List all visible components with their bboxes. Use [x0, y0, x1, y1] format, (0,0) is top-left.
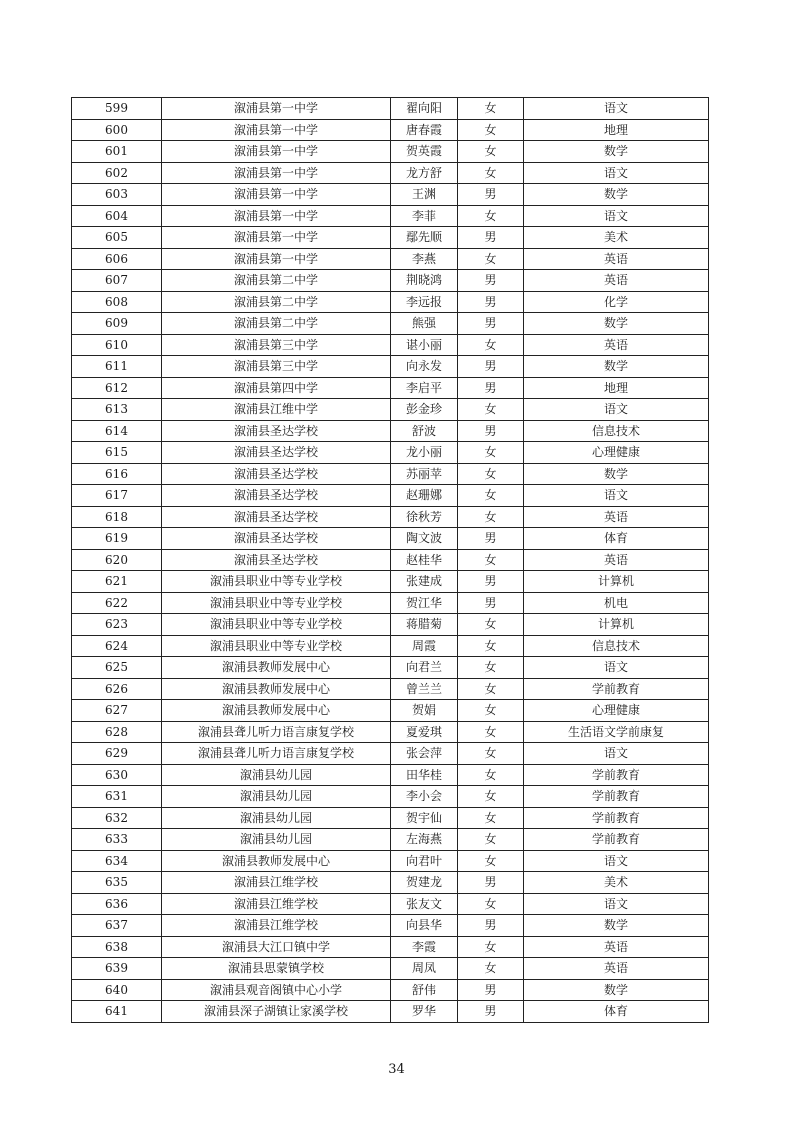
cell-name: 鄢先顺 [391, 227, 458, 249]
table-row [72, 442, 709, 464]
cell-gender: 女 [458, 786, 524, 808]
cell-gender: 男 [458, 291, 524, 313]
cell-school: 溆浦县幼儿园 [162, 829, 391, 851]
table-row [72, 936, 709, 958]
cell-gender: 男 [458, 270, 524, 292]
table-row [72, 313, 709, 335]
cell-gender: 女 [458, 399, 524, 421]
table-row [72, 420, 709, 442]
cell-gender: 女 [458, 829, 524, 851]
cell-school: 溆浦县第一中学 [162, 205, 391, 227]
roster-table [71, 97, 709, 1023]
cell-school: 溆浦县第一中学 [162, 227, 391, 249]
cell-serial-number: 639 [72, 958, 162, 980]
cell-name: 曾兰兰 [391, 678, 458, 700]
cell-serial-number: 624 [72, 635, 162, 657]
cell-subject: 地理 [524, 377, 709, 399]
cell-subject: 语文 [524, 205, 709, 227]
cell-name: 向永发 [391, 356, 458, 378]
cell-subject: 数学 [524, 463, 709, 485]
cell-name: 龙小丽 [391, 442, 458, 464]
cell-gender: 女 [458, 764, 524, 786]
cell-subject: 数学 [524, 313, 709, 335]
cell-gender: 女 [458, 162, 524, 184]
table-row [72, 377, 709, 399]
cell-subject: 英语 [524, 506, 709, 528]
cell-subject: 学前教育 [524, 807, 709, 829]
cell-school: 溆浦县圣达学校 [162, 463, 391, 485]
table-row [72, 764, 709, 786]
table-row [72, 786, 709, 808]
cell-serial-number: 600 [72, 119, 162, 141]
cell-serial-number: 607 [72, 270, 162, 292]
cell-school: 溆浦县江维学校 [162, 893, 391, 915]
cell-name: 贺娟 [391, 700, 458, 722]
cell-serial-number: 620 [72, 549, 162, 571]
cell-serial-number: 629 [72, 743, 162, 765]
cell-name: 赵桂华 [391, 549, 458, 571]
cell-name: 舒波 [391, 420, 458, 442]
cell-school: 溆浦县圣达学校 [162, 442, 391, 464]
cell-school: 溆浦县江维学校 [162, 915, 391, 937]
cell-school: 溆浦县第二中学 [162, 291, 391, 313]
cell-serial-number: 611 [72, 356, 162, 378]
table-row [72, 141, 709, 163]
cell-serial-number: 631 [72, 786, 162, 808]
cell-gender: 女 [458, 205, 524, 227]
cell-subject: 机电 [524, 592, 709, 614]
cell-serial-number: 633 [72, 829, 162, 851]
table-row [72, 614, 709, 636]
cell-serial-number: 613 [72, 399, 162, 421]
cell-name: 贺英霞 [391, 141, 458, 163]
cell-subject: 生活语文学前康复 [524, 721, 709, 743]
cell-serial-number: 606 [72, 248, 162, 270]
cell-gender: 女 [458, 635, 524, 657]
table-row [72, 1001, 709, 1023]
cell-name: 周凤 [391, 958, 458, 980]
cell-subject: 学前教育 [524, 786, 709, 808]
cell-serial-number: 602 [72, 162, 162, 184]
table-row [72, 463, 709, 485]
table-row [72, 592, 709, 614]
cell-subject: 学前教育 [524, 829, 709, 851]
table-row [72, 485, 709, 507]
cell-serial-number: 635 [72, 872, 162, 894]
cell-serial-number: 626 [72, 678, 162, 700]
cell-gender: 女 [458, 936, 524, 958]
table-row [72, 248, 709, 270]
cell-school: 溆浦县幼儿园 [162, 764, 391, 786]
cell-name: 罗华 [391, 1001, 458, 1023]
cell-gender: 女 [458, 442, 524, 464]
cell-gender: 女 [458, 463, 524, 485]
cell-gender: 女 [458, 678, 524, 700]
cell-name: 向县华 [391, 915, 458, 937]
cell-gender: 男 [458, 571, 524, 593]
cell-school: 溆浦县第二中学 [162, 270, 391, 292]
cell-serial-number: 603 [72, 184, 162, 206]
cell-gender: 女 [458, 506, 524, 528]
cell-name: 张会萍 [391, 743, 458, 765]
cell-subject: 计算机 [524, 614, 709, 636]
cell-gender: 男 [458, 356, 524, 378]
cell-school: 溆浦县思蒙镇学校 [162, 958, 391, 980]
table-row [72, 356, 709, 378]
table-row [72, 678, 709, 700]
cell-school: 溆浦县第一中学 [162, 162, 391, 184]
table-row [72, 399, 709, 421]
cell-school: 溆浦县第一中学 [162, 141, 391, 163]
cell-subject: 英语 [524, 958, 709, 980]
cell-gender: 女 [458, 119, 524, 141]
cell-gender: 女 [458, 614, 524, 636]
cell-gender: 女 [458, 657, 524, 679]
table-row [72, 98, 709, 120]
cell-subject: 化学 [524, 291, 709, 313]
cell-name: 荆晓鸿 [391, 270, 458, 292]
cell-name: 贺江华 [391, 592, 458, 614]
cell-gender: 女 [458, 700, 524, 722]
table-row [72, 850, 709, 872]
cell-name: 龙方舒 [391, 162, 458, 184]
cell-serial-number: 615 [72, 442, 162, 464]
cell-gender: 女 [458, 141, 524, 163]
cell-subject: 信息技术 [524, 635, 709, 657]
cell-gender: 女 [458, 958, 524, 980]
cell-serial-number: 614 [72, 420, 162, 442]
cell-name: 向君兰 [391, 657, 458, 679]
table-row [72, 872, 709, 894]
cell-subject: 语文 [524, 893, 709, 915]
cell-gender: 女 [458, 248, 524, 270]
cell-subject: 数学 [524, 915, 709, 937]
cell-serial-number: 609 [72, 313, 162, 335]
cell-subject: 英语 [524, 248, 709, 270]
cell-serial-number: 640 [72, 979, 162, 1001]
cell-school: 溆浦县第一中学 [162, 184, 391, 206]
cell-name: 舒伟 [391, 979, 458, 1001]
cell-school: 溆浦县第一中学 [162, 98, 391, 120]
cell-school: 溆浦县深子湖镇让家溪学校 [162, 1001, 391, 1023]
table-row [72, 657, 709, 679]
cell-school: 溆浦县圣达学校 [162, 420, 391, 442]
cell-name: 李霞 [391, 936, 458, 958]
cell-name: 陶文波 [391, 528, 458, 550]
cell-subject: 数学 [524, 184, 709, 206]
cell-school: 溆浦县圣达学校 [162, 506, 391, 528]
cell-serial-number: 622 [72, 592, 162, 614]
cell-subject: 语文 [524, 399, 709, 421]
cell-subject: 计算机 [524, 571, 709, 593]
cell-serial-number: 610 [72, 334, 162, 356]
cell-gender: 男 [458, 592, 524, 614]
cell-serial-number: 617 [72, 485, 162, 507]
cell-school: 溆浦县教师发展中心 [162, 657, 391, 679]
cell-school: 溆浦县大江口镇中学 [162, 936, 391, 958]
table-row [72, 807, 709, 829]
cell-subject: 语文 [524, 850, 709, 872]
cell-name: 周霞 [391, 635, 458, 657]
cell-school: 溆浦县观音阁镇中心小学 [162, 979, 391, 1001]
table-row [72, 528, 709, 550]
cell-subject: 心理健康 [524, 442, 709, 464]
cell-serial-number: 599 [72, 98, 162, 120]
cell-subject: 语文 [524, 162, 709, 184]
cell-gender: 男 [458, 872, 524, 894]
cell-name: 王渊 [391, 184, 458, 206]
cell-school: 溆浦县第一中学 [162, 119, 391, 141]
cell-name: 彭金珍 [391, 399, 458, 421]
cell-school: 溆浦县圣达学校 [162, 485, 391, 507]
cell-school: 溆浦县幼儿园 [162, 786, 391, 808]
cell-gender: 男 [458, 377, 524, 399]
cell-gender: 女 [458, 807, 524, 829]
table-row [72, 635, 709, 657]
table-row [72, 829, 709, 851]
cell-serial-number: 634 [72, 850, 162, 872]
cell-name: 张友文 [391, 893, 458, 915]
table-row [72, 743, 709, 765]
cell-school: 溆浦县教师发展中心 [162, 678, 391, 700]
cell-subject: 体育 [524, 528, 709, 550]
cell-subject: 英语 [524, 270, 709, 292]
cell-subject: 语文 [524, 98, 709, 120]
cell-school: 溆浦县聋儿听力语言康复学校 [162, 743, 391, 765]
cell-subject: 美术 [524, 227, 709, 249]
cell-subject: 英语 [524, 549, 709, 571]
cell-school: 溆浦县第三中学 [162, 334, 391, 356]
cell-subject: 美术 [524, 872, 709, 894]
cell-school: 溆浦县聋儿听力语言康复学校 [162, 721, 391, 743]
cell-name: 田华桂 [391, 764, 458, 786]
cell-school: 溆浦县职业中等专业学校 [162, 592, 391, 614]
table-row [72, 162, 709, 184]
table-row [72, 205, 709, 227]
table-row [72, 270, 709, 292]
cell-serial-number: 628 [72, 721, 162, 743]
table-row [72, 227, 709, 249]
cell-name: 李菲 [391, 205, 458, 227]
cell-name: 左海燕 [391, 829, 458, 851]
cell-name: 蒋腊菊 [391, 614, 458, 636]
cell-name: 张建成 [391, 571, 458, 593]
cell-school: 溆浦县教师发展中心 [162, 700, 391, 722]
cell-school: 溆浦县职业中等专业学校 [162, 571, 391, 593]
cell-name: 李小会 [391, 786, 458, 808]
cell-subject: 地理 [524, 119, 709, 141]
cell-school: 溆浦县第一中学 [162, 248, 391, 270]
cell-serial-number: 623 [72, 614, 162, 636]
cell-name: 李启平 [391, 377, 458, 399]
cell-name: 贺建龙 [391, 872, 458, 894]
cell-gender: 男 [458, 227, 524, 249]
cell-serial-number: 621 [72, 571, 162, 593]
cell-school: 溆浦县幼儿园 [162, 807, 391, 829]
cell-school: 溆浦县江维学校 [162, 872, 391, 894]
cell-serial-number: 630 [72, 764, 162, 786]
cell-serial-number: 641 [72, 1001, 162, 1023]
cell-name: 谌小丽 [391, 334, 458, 356]
roster-body [72, 98, 709, 1023]
cell-school: 溆浦县第四中学 [162, 377, 391, 399]
cell-gender: 男 [458, 979, 524, 1001]
cell-gender: 女 [458, 743, 524, 765]
table-row [72, 571, 709, 593]
cell-gender: 女 [458, 98, 524, 120]
cell-subject: 学前教育 [524, 764, 709, 786]
cell-name: 熊强 [391, 313, 458, 335]
cell-gender: 女 [458, 485, 524, 507]
table-row [72, 721, 709, 743]
cell-serial-number: 619 [72, 528, 162, 550]
cell-school: 溆浦县职业中等专业学校 [162, 614, 391, 636]
cell-subject: 心理健康 [524, 700, 709, 722]
cell-serial-number: 636 [72, 893, 162, 915]
cell-subject: 英语 [524, 936, 709, 958]
cell-serial-number: 608 [72, 291, 162, 313]
cell-name: 夏爱琪 [391, 721, 458, 743]
cell-subject: 语文 [524, 743, 709, 765]
cell-school: 溆浦县江维中学 [162, 399, 391, 421]
cell-name: 李燕 [391, 248, 458, 270]
table-row [72, 549, 709, 571]
cell-serial-number: 627 [72, 700, 162, 722]
table-row [72, 119, 709, 141]
cell-gender: 女 [458, 893, 524, 915]
cell-serial-number: 604 [72, 205, 162, 227]
cell-school: 溆浦县职业中等专业学校 [162, 635, 391, 657]
table-row [72, 893, 709, 915]
cell-serial-number: 637 [72, 915, 162, 937]
table-row [72, 979, 709, 1001]
cell-school: 溆浦县圣达学校 [162, 528, 391, 550]
table-row [72, 915, 709, 937]
cell-school: 溆浦县第二中学 [162, 313, 391, 335]
table-row [72, 184, 709, 206]
cell-subject: 数学 [524, 356, 709, 378]
cell-subject: 信息技术 [524, 420, 709, 442]
cell-school: 溆浦县圣达学校 [162, 549, 391, 571]
cell-gender: 女 [458, 549, 524, 571]
cell-serial-number: 618 [72, 506, 162, 528]
cell-name: 翟向阳 [391, 98, 458, 120]
cell-name: 贺宇仙 [391, 807, 458, 829]
cell-serial-number: 625 [72, 657, 162, 679]
cell-subject: 英语 [524, 334, 709, 356]
cell-gender: 男 [458, 1001, 524, 1023]
cell-subject: 学前教育 [524, 678, 709, 700]
table-row [72, 334, 709, 356]
cell-gender: 男 [458, 915, 524, 937]
cell-subject: 语文 [524, 485, 709, 507]
cell-serial-number: 612 [72, 377, 162, 399]
table-row [72, 700, 709, 722]
cell-subject: 数学 [524, 141, 709, 163]
cell-serial-number: 601 [72, 141, 162, 163]
cell-serial-number: 632 [72, 807, 162, 829]
cell-gender: 男 [458, 528, 524, 550]
cell-gender: 女 [458, 334, 524, 356]
cell-name: 唐春霞 [391, 119, 458, 141]
table-row [72, 506, 709, 528]
cell-subject: 体育 [524, 1001, 709, 1023]
cell-gender: 女 [458, 850, 524, 872]
cell-school: 溆浦县第三中学 [162, 356, 391, 378]
cell-gender: 男 [458, 184, 524, 206]
cell-school: 溆浦县教师发展中心 [162, 850, 391, 872]
page-number: 34 [388, 1062, 405, 1077]
cell-gender: 男 [458, 420, 524, 442]
table-row [72, 958, 709, 980]
cell-serial-number: 616 [72, 463, 162, 485]
cell-subject: 数学 [524, 979, 709, 1001]
cell-serial-number: 605 [72, 227, 162, 249]
cell-name: 李远报 [391, 291, 458, 313]
cell-name: 向君叶 [391, 850, 458, 872]
cell-serial-number: 638 [72, 936, 162, 958]
cell-name: 赵珊娜 [391, 485, 458, 507]
cell-gender: 男 [458, 313, 524, 335]
cell-name: 苏丽苹 [391, 463, 458, 485]
cell-name: 徐秋芳 [391, 506, 458, 528]
cell-gender: 女 [458, 721, 524, 743]
cell-subject: 语文 [524, 657, 709, 679]
table-row [72, 291, 709, 313]
